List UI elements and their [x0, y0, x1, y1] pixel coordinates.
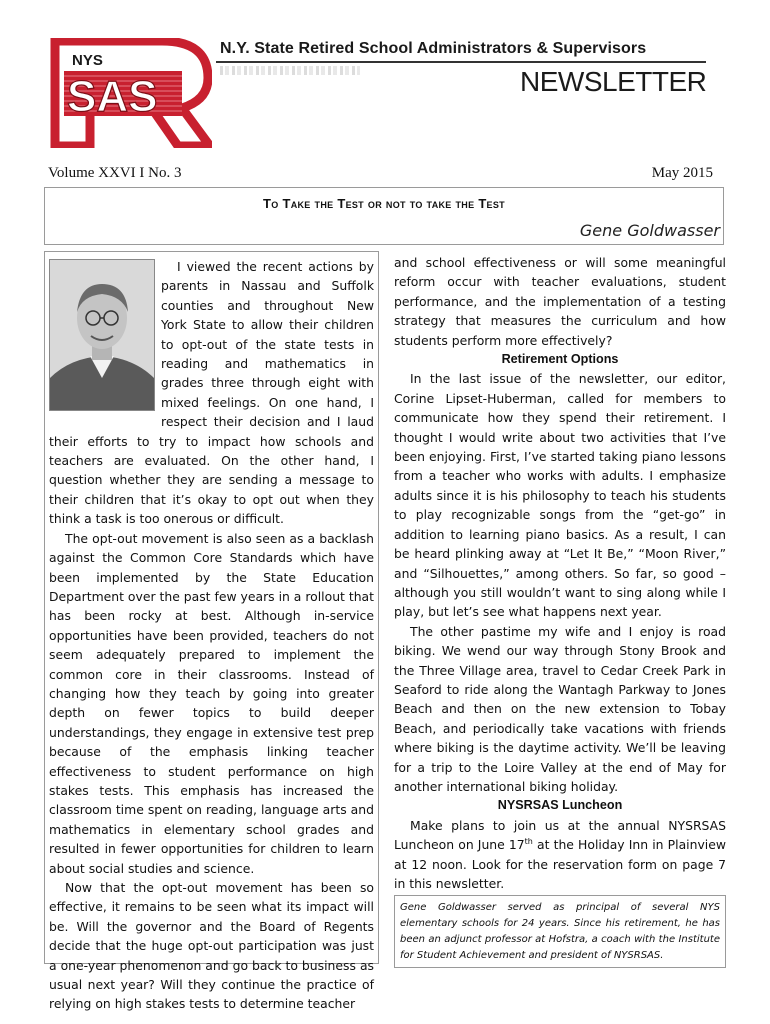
volume-number: Volume XXVI I No. 3	[48, 165, 182, 181]
author-portrait-image	[50, 260, 154, 410]
author-bio: Gene Goldwasser served as principal of several NYS elementary schools for 24 years. Since his retirement, he has been an adjunct professor at Hofstra, a coach with the Institute for Student Achievement and president of NYSRSAS.	[394, 895, 726, 968]
luncheon-date-suffix: th	[524, 837, 533, 847]
article-left-column	[44, 251, 379, 1012]
logo-sas-text: SAS	[67, 72, 158, 121]
newsletter-title: NEWSLETTER	[520, 66, 707, 97]
paragraph-3: Now that the opt-out movement has been so effective, it remains to be seen what its impact will be. Will the governor and the Board of Regents decide that the huge opt-out participation was just a one-year phenomenon and go back to business as usual next year? Will they continue the practice of relying on high stakes tests to determine teacher	[49, 880, 374, 1012]
article-title-box	[44, 187, 724, 245]
retirement-paragraph-1: In the last issue of the newsletter, our editor, Corine Lipset-Huberman, called for members to communicate how they spend their retirement. I thought I would write about two activities that I’ve been enjoying. First, I’ve started taking piano lessons from a teacher who works with adults. I emphasize adults since it is his philosophy to teach his students to play recognizable songs from the “get-go” in addition to learning piano basics. As a result, I can be heard plinking away at “Let It Be,” “Moon River,” and “Silhouettes,” among others. So far, so good – although you still wouldn’t want to sing along while I play, but let’s see what happens next year.	[394, 371, 726, 620]
retirement-paragraph-2: The other pastime my wife and I enjoy is road biking. We wend our way through Stony Brook and the Three Village area, travel to Cedar Creek Park in Seaford to ride along the Wantagh Parkway to Jones Beach and then on the new extension to Tobay Beach, and periodically take vacations with friends where biking is the daytime activity. We’ll be leaving for a trip to the Loire Valley at the end of May for another international biking holiday.	[394, 623, 726, 794]
author-photo	[49, 259, 155, 411]
luncheon-heading: NYSRSAS Luncheon	[497, 798, 623, 813]
logo-nys-text: NYS	[72, 52, 103, 69]
article-right-column	[394, 251, 726, 893]
luncheon-text-start: Make plans to join us at the annual NYSRSAS Luncheon on June 17	[394, 817, 726, 853]
paragraph-1: I viewed the recent actions by parents in Nassau and Suffolk counties and throughout New York State to allow their children to opt-out of the state tests in reading and mathematics in grades three through eight with mixed feelings. On one hand, I respect their decision and I laud their efforts to try to impact how schools and teachers are evaluated. On the other hand, I question whether they are sending a message to their children that it’s okay to opt out when they think a task is too onerous or difficult.	[49, 259, 374, 527]
luncheon-paragraph	[394, 816, 726, 894]
article-title: To Take the Test or not to take the Test	[263, 196, 505, 211]
luncheon-text-end: at the Holiday Inn in Plainview at 12 noon. Look for the reservation form on page 7 in this newsletter.	[394, 837, 726, 891]
article-author: Gene Goldwasser	[579, 221, 720, 240]
continuation-paragraph: and school effectiveness or will some meaningful reform occur with teacher evaluations, student performance, and the implementation of a testing strategy that measures the curriculum and how students perform more effectively?	[394, 255, 726, 348]
paragraph-2: The opt-out movement is also seen as a backlash against the Common Core Standards which have been implemented by the State Education Department over the past few years in a rollout that has been rocky at best. Although in-service opportunities have been provided, teachers do not seem adequately prepared to implement the common core in their classrooms. Instead of changing how they teach by going into greater depth on fewer topics to build deeper understandings, they engage in extensive test prep because of the emphasis linking teacher effectiveness to student performance on high stakes tests. This emphasis has increased the classroom time spent on reading, language arts and mathematics in elementary school grades and resulted in fewer opportunities for children to learn about social studies and science.	[49, 530, 375, 876]
header-rule	[216, 61, 706, 63]
organization-name: N.Y. State Retired School Administrators & Supervisors	[220, 40, 647, 57]
nysrsas-logo	[50, 38, 212, 148]
issue-date: May 2015	[651, 165, 713, 181]
retirement-options-heading: Retirement Options	[501, 352, 619, 367]
header-texture	[220, 66, 360, 75]
